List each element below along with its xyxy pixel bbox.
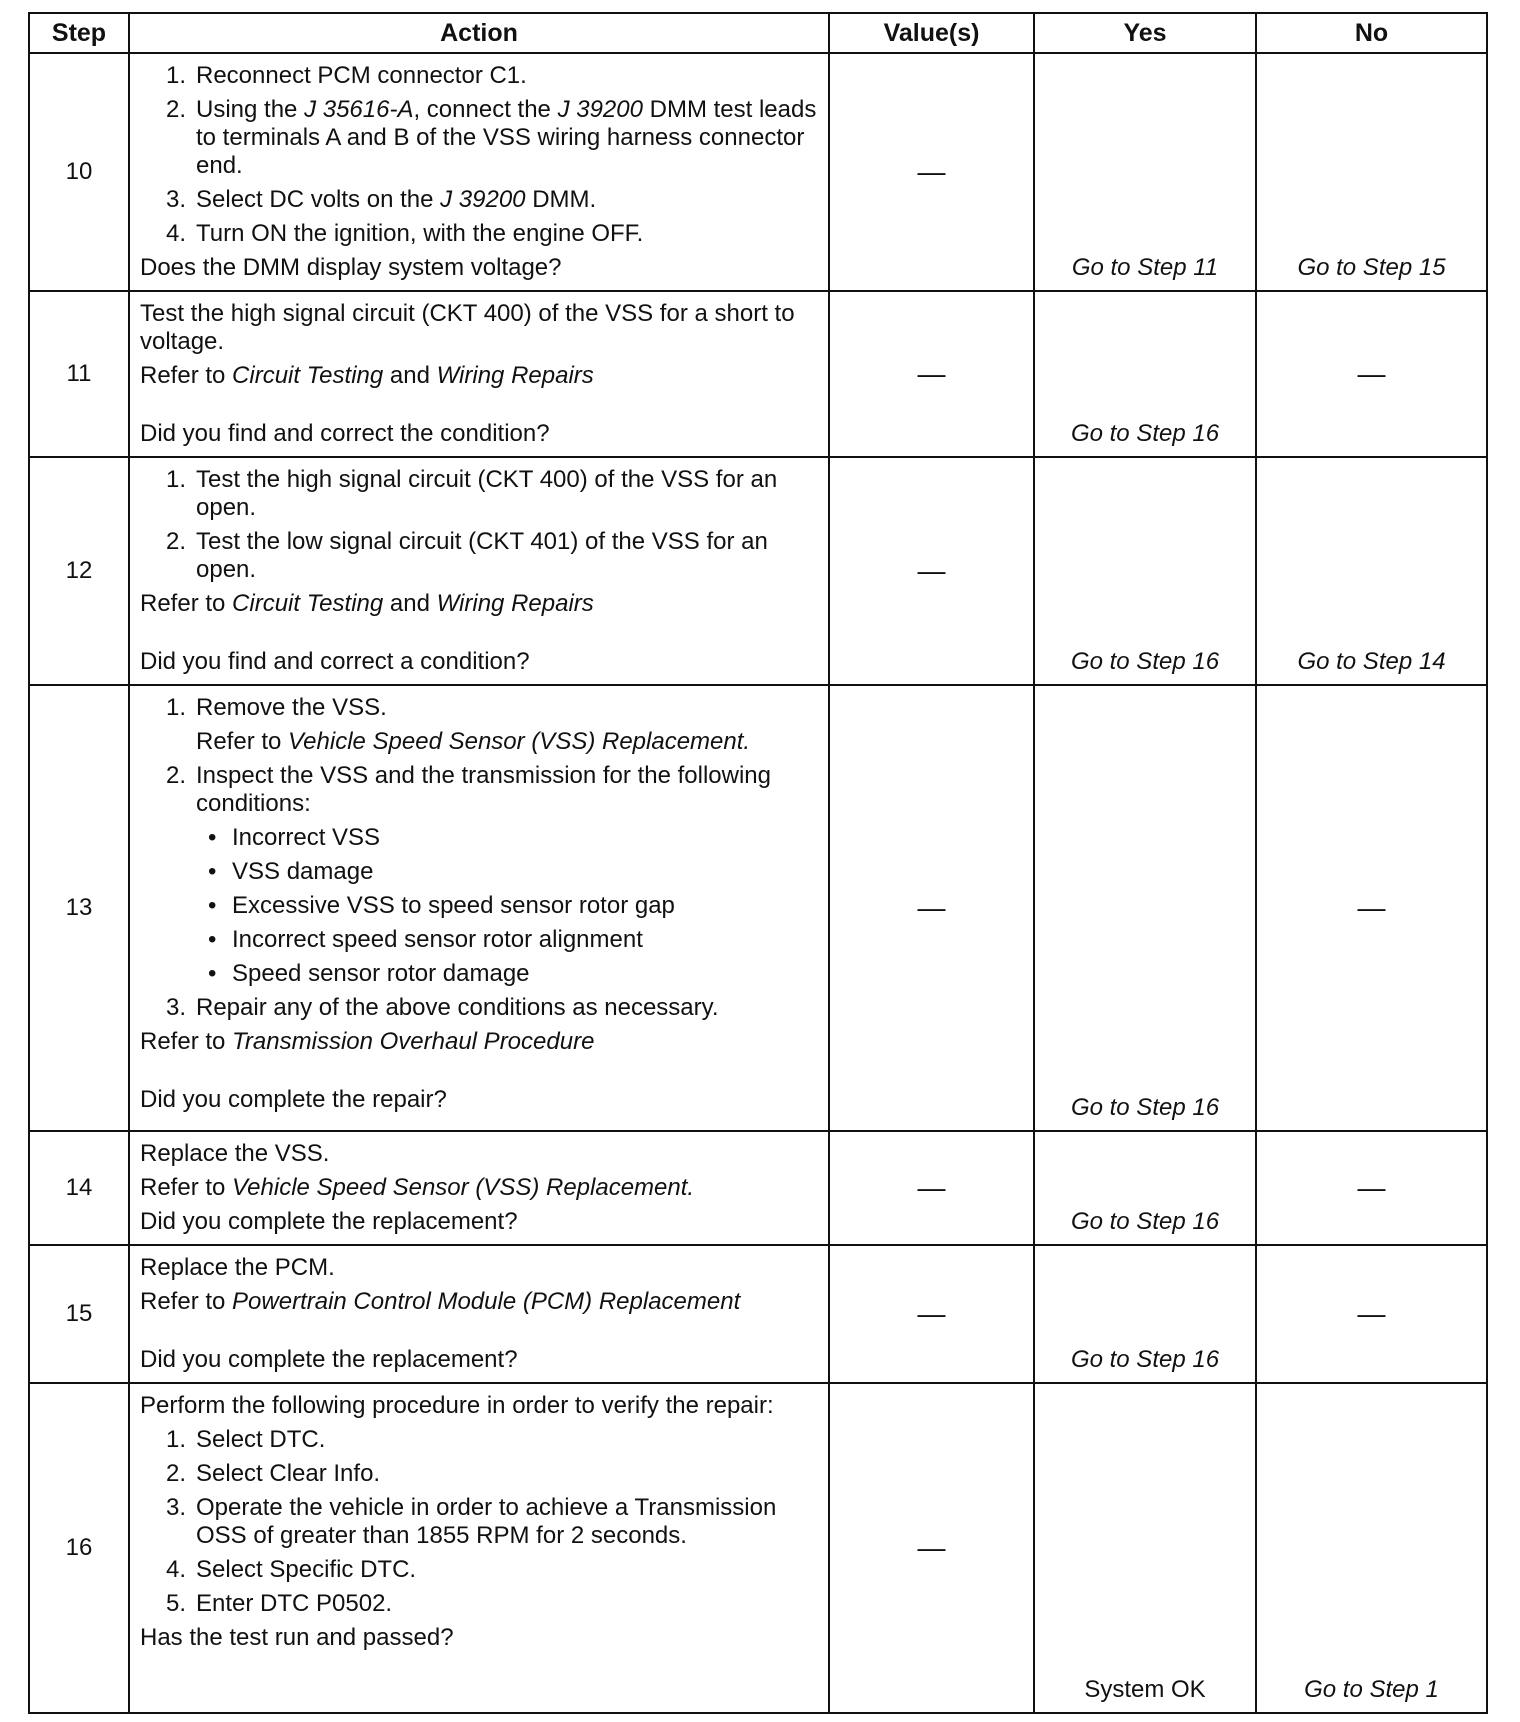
refer-line: Refer to Powertrain Control Module (PCM) Replacement: [140, 1288, 741, 1315]
step-number: 16: [29, 1383, 129, 1713]
action-cell: Test the high signal circuit (CKT 400) of the VSS for a short to voltage. Refer to Circuit Testing and Wiring Repairs Did you find and correct the condition?: [129, 291, 829, 457]
bullet-item: • VSS damage: [208, 858, 374, 885]
step-number: 10: [29, 53, 129, 291]
list-item: 5. Enter DTC P0502.: [165, 1590, 393, 1617]
bullet-icon: •: [208, 892, 217, 919]
value-cell: —: [829, 685, 1034, 1131]
question: Did you complete the replacement?: [140, 1208, 518, 1235]
no-result: Go to Step 1: [1304, 1676, 1439, 1703]
question: Does the DMM display system voltage?: [140, 254, 562, 281]
list-item: 1. Select DTC.: [165, 1426, 326, 1453]
action-cell: [129, 685, 829, 1131]
yes-cell: [1034, 1131, 1256, 1245]
action-cell: [129, 457, 829, 685]
bullet-item: • Incorrect speed sensor rotor alignment: [208, 926, 643, 953]
refer-line: Refer to Vehicle Speed Sensor (VSS) Replacement.: [140, 1174, 695, 1201]
reference-link: Transmission Overhaul Procedure: [232, 1028, 595, 1055]
list-item: 1. Remove the VSS.: [165, 694, 387, 721]
bullet-icon: •: [208, 824, 217, 851]
yes-cell: [1034, 53, 1256, 291]
yes-cell: [1034, 291, 1256, 457]
header-action: Action: [129, 13, 829, 53]
list-item: 3. Repair any of the above conditions as necessary.: [165, 994, 719, 1021]
question: Did you complete the replacement?: [140, 1346, 518, 1373]
table-row: [29, 457, 1487, 685]
yes-cell: [1034, 685, 1256, 1131]
bullet-item: • Incorrect VSS: [208, 824, 381, 851]
reference-link: Powertrain Control Module (PCM) Replacement: [232, 1288, 741, 1315]
bullet-item: • Speed sensor rotor damage: [208, 960, 530, 987]
refer-line: Refer to Vehicle Speed Sensor (VSS) Replacement.: [196, 728, 751, 755]
no-cell: [1256, 457, 1487, 685]
no-result: Go to Step 15: [1297, 254, 1446, 281]
list-item: 3. Select DC volts on the J 39200 DMM.: [165, 186, 597, 213]
refer-line: Refer to Circuit Testing and Wiring Repairs: [140, 590, 594, 617]
value-cell: —: [829, 53, 1034, 291]
question: Has the test run and passed?: [140, 1624, 454, 1651]
table-row: [29, 291, 1487, 457]
reference-link: Vehicle Speed Sensor (VSS) Replacement.: [288, 728, 751, 755]
table-row: [29, 53, 1487, 291]
action-cell: Replace the PCM. Refer to Powertrain Control Module (PCM) Replacement Did you complete the replacement?: [129, 1245, 829, 1383]
list-item: 2. Select Clear Info.: [165, 1460, 381, 1487]
yes-result: Go to Step 16: [1070, 420, 1220, 447]
no-cell: —: [1256, 685, 1487, 1131]
list-item: 2. Inspect the VSS and the transmission for the following conditions:: [165, 762, 771, 817]
yes-result: Go to Step 16: [1070, 648, 1220, 675]
tool-reference: J 39200: [440, 186, 526, 213]
step-number: 12: [29, 457, 129, 685]
no-cell: —: [1256, 1131, 1487, 1245]
step-number: 13: [29, 685, 129, 1131]
list-item: 4. Select Specific DTC.: [165, 1556, 417, 1583]
action-cell: Replace the VSS. Refer to Vehicle Speed Sensor (VSS) Replacement. Did you complete the replacement?: [129, 1131, 829, 1245]
value-cell: —: [829, 1383, 1034, 1713]
yes-cell: [1034, 457, 1256, 685]
yes-result: Go to Step 16: [1070, 1346, 1220, 1373]
header-step: Step: [29, 13, 129, 53]
action-cell: Perform the following procedure in order to verify the repair: 1. Select DTC. 2. Select Clear Info. 3. Operate the vehicle in order to achieve a Transmission OSS of greater than 1855 RPM for 2 seconds. 4. Select Specific DTC. 5. Enter DTC P0502. Has the test run and passed?: [129, 1383, 829, 1713]
header-values: Value(s): [829, 13, 1034, 53]
reference-link: Wiring Repairs: [436, 362, 594, 389]
yes-result: Go to Step 11: [1071, 254, 1219, 281]
tool-reference: J 35616-A: [304, 96, 414, 123]
diagnostic-table: [28, 12, 1488, 1714]
step-number: 14: [29, 1131, 129, 1245]
table-row: [29, 685, 1487, 1131]
reference-link: Wiring Repairs: [436, 590, 594, 617]
list-item: 4. Turn ON the ignition, with the engine OFF.: [165, 220, 644, 247]
no-cell: —: [1256, 1245, 1487, 1383]
refer-line: Refer to Circuit Testing and Wiring Repairs: [140, 362, 594, 389]
no-cell: [1256, 53, 1487, 291]
list-item: 2. Using the J 35616-A, connect the J 39200 DMM test leads to terminals A and B of the VSS wiring harness connector end.: [165, 96, 817, 179]
no-result: Go to Step 14: [1297, 648, 1446, 675]
yes-result: Go to Step 16: [1070, 1208, 1220, 1235]
step-number: 11: [29, 291, 129, 457]
step-number: 15: [29, 1245, 129, 1383]
header-yes: Yes: [1034, 13, 1256, 53]
bullet-item: • Excessive VSS to speed sensor rotor gap: [208, 892, 675, 919]
reference-link: Circuit Testing: [232, 590, 384, 617]
reference-link: Circuit Testing: [232, 362, 384, 389]
header-row: [29, 13, 1487, 53]
list-item: 1. Reconnect PCM connector C1.: [165, 62, 527, 89]
value-cell: —: [829, 1245, 1034, 1383]
action-cell: [129, 53, 829, 291]
header-no: No: [1256, 13, 1487, 53]
bullet-icon: •: [208, 858, 217, 885]
yes-cell: [1034, 1383, 1256, 1713]
refer-line: Refer to Transmission Overhaul Procedure: [140, 1028, 595, 1055]
question: Did you find and correct the condition?: [140, 420, 550, 447]
tool-reference: J 39200: [557, 96, 643, 123]
question: Did you find and correct a condition?: [140, 648, 530, 675]
bullet-icon: •: [208, 926, 217, 953]
no-cell: —: [1256, 291, 1487, 457]
yes-result: Go to Step 16: [1070, 1094, 1220, 1121]
reference-link: Vehicle Speed Sensor (VSS) Replacement.: [232, 1174, 695, 1201]
yes-cell: [1034, 1245, 1256, 1383]
list-item: 2. Test the low signal circuit (CKT 401) of the VSS for an open.: [165, 528, 768, 583]
list-item: 3. Operate the vehicle in order to achieve a Transmission OSS of greater than 1855 RPM for 2 seconds.: [165, 1494, 777, 1549]
table-row: [29, 1245, 1487, 1383]
yes-result: System OK: [1084, 1676, 1206, 1703]
list-item: 1. Test the high signal circuit (CKT 400) of the VSS for an open.: [165, 466, 778, 521]
no-cell: [1256, 1383, 1487, 1713]
bullet-icon: •: [208, 960, 217, 987]
table-row: [29, 1131, 1487, 1245]
value-cell: —: [829, 457, 1034, 685]
value-cell: —: [829, 1131, 1034, 1245]
value-cell: —: [829, 291, 1034, 457]
table-row: [29, 1383, 1487, 1713]
question: Did you complete the repair?: [140, 1086, 447, 1113]
